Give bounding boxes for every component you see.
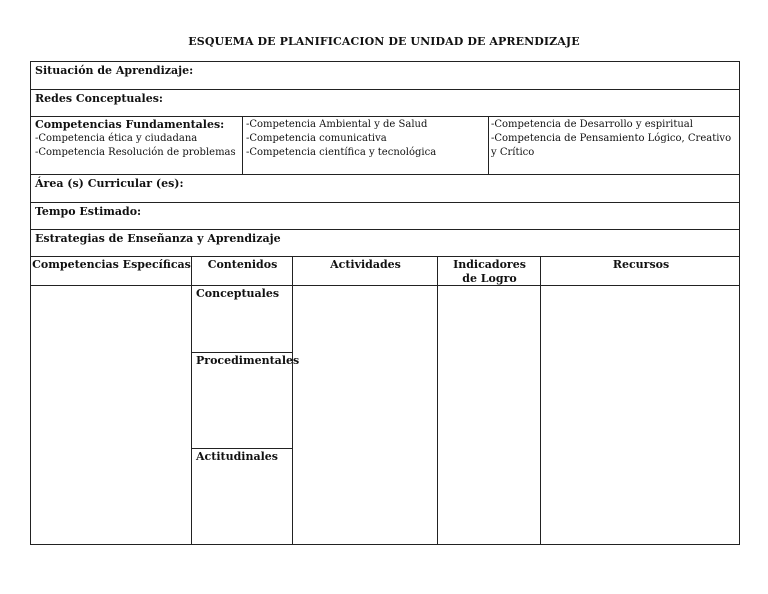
situacion-row[interactable] [31,62,739,90]
competencias-row [31,117,739,175]
competencias-especificas-cell[interactable] [31,286,191,544]
estrategias-label: Estrategias de Enseñanza y Aprendizaje [35,232,281,245]
competencias-header: Competencias Fundamentales: [35,118,225,131]
competencia-item: -Competencia ética y ciudadana [35,133,198,144]
procedimentales-label: Procedimentales [196,354,300,367]
estrategias-row [31,230,739,257]
planning-form [30,61,740,545]
competencia-item: -Competencia Ambiental y de Salud [246,119,428,130]
header-indicadores: Indicadores de Logro [453,258,526,285]
competencias-col-2 [243,117,489,174]
area-row[interactable] [31,175,739,203]
table-header-row [31,257,739,286]
contenido-conceptuales[interactable] [192,286,293,352]
competencia-item: -Competencia de Pensamiento Lógico, Creativo y Crítico [491,133,732,158]
actividades-cell[interactable] [293,286,437,544]
header-actividades: Actividades [330,258,401,271]
document-title: ESQUEMA DE PLANIFICACION DE UNIDAD DE APRENDIZAJE [188,35,580,48]
header-recursos: Recursos [612,258,670,271]
competencias-col-3 [489,117,741,174]
tiempo-row[interactable] [31,203,739,230]
situacion-label: Situación de Aprendizaje: [35,64,194,77]
area-label: Área (s) Curricular (es): [35,177,184,190]
header-competencias: Competencias Específicas [32,258,191,271]
contenido-procedimentales[interactable] [192,353,300,448]
actitudinales-label: Actitudinales [196,450,278,463]
competencias-col-1 [31,117,243,174]
redes-row[interactable] [31,90,739,117]
redes-label: Redes Conceptuales: [35,92,163,105]
competencia-item: -Competencia comunicativa [246,133,387,144]
competencia-item: -Competencia Resolución de problemas [35,147,236,158]
competencia-item: -Competencia de Desarrollo y espiritual [491,119,693,130]
header-contenidos: Contenidos [207,258,278,271]
tiempo-label: Tempo Estimado: [35,205,142,218]
competencia-item: -Competencia científica y tecnológica [246,147,437,158]
contenido-actitudinales[interactable] [192,449,293,545]
conceptuales-label: Conceptuales [196,287,280,300]
recursos-cell[interactable] [541,286,741,544]
indicadores-cell[interactable] [438,286,540,544]
